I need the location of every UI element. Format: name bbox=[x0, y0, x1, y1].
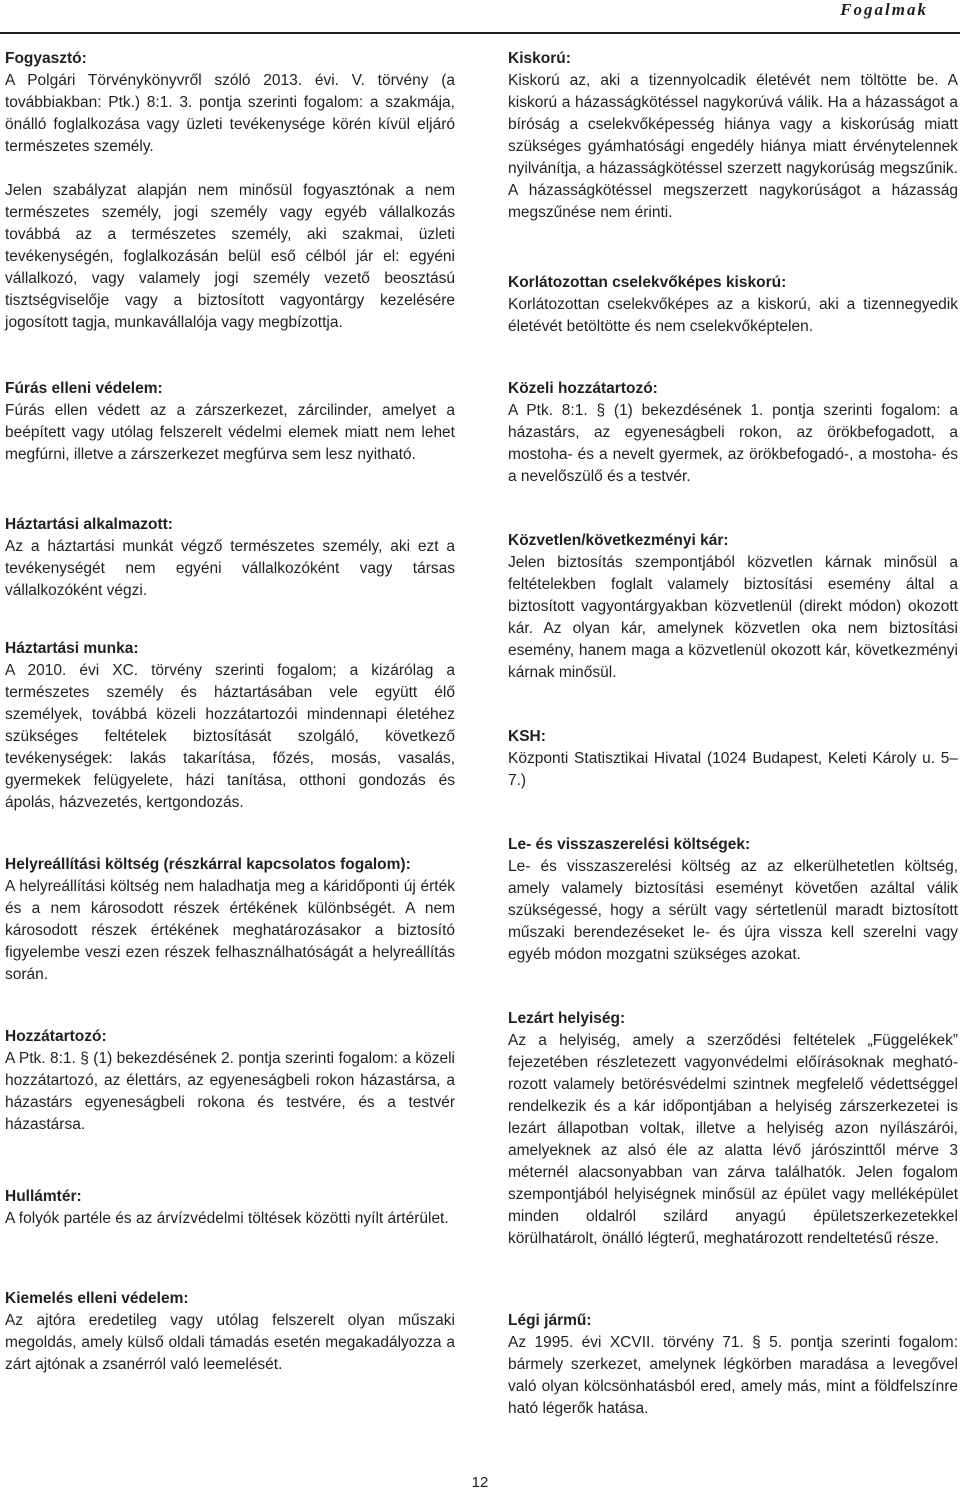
header-rule bbox=[0, 32, 960, 34]
definition-kiemeles-elleni-vedelem bbox=[5, 1288, 455, 1376]
term-title: Kiemelés elleni védelem: bbox=[5, 1290, 189, 1307]
definition-text: Az a helyiség, amely a szerződési feltételek „Függelékek” fejezetében részletezett vagyonvédelmi előírásoknak meghatórozott valamely betörésvédelmi szintnek megfelelő védettséggel rendelkezik és a kár időpontjában a helyiség zárszerkezetei is lezárt állapotban voltak, illetve a helyiség azon nyílászárói, amelyeknek az alsó éle az alatta lévő járószinttől mérve 3 méternél alacsonyabban van zárva találhatók. Jelen fogalom szempontjából helyiségnek minősül az épület vagy melléképület minden oldalról szilárd anyagú épületszerkezetekkel körülhatárolt, önálló légterű, meghatározott rendeltetésű része. bbox=[508, 1032, 958, 1247]
term-title: Hullámtér: bbox=[5, 1188, 82, 1205]
definition-legi-jarmu bbox=[508, 1310, 958, 1420]
term-title: Légi jármű: bbox=[508, 1312, 592, 1329]
term-title: Lezárt helyiség: bbox=[508, 1010, 626, 1027]
definition-text: Az a háztartási munkát végző természetes személy, aki ezt a tevékenységét nem egyéni vállalkozóként vagy társas vállalkozóként végzi. bbox=[5, 538, 455, 599]
definition-ksh bbox=[508, 726, 958, 792]
definition-text: A 2010. évi XC. törvény szerinti fogalom; a kizárólag a természetes személy és háztartásában vele együtt élő személyek, továbbá közeli hozzátartozói mindennapi életéhez szükséges feltételek biztosítását szolgáló, következő tevékenységek: lakás takarítása, főzés, mosás, vasalás, gyermekek felügyelete, házi tanítása, otthoni gondozás és ápolás, házvezetés, kertgondozás. bbox=[5, 662, 455, 811]
definition-kozvetlen-kovetkezmenyi-kar bbox=[508, 530, 958, 684]
definition-text: Korlátozottan cselekvőképes az a kiskorú, aki a tizennegyedik életévét betöltötte és nem cselekvőképtelen. bbox=[508, 296, 958, 335]
definition-hozzatartozo bbox=[5, 1026, 455, 1136]
definition-text: A Ptk. 8:1. § (1) bekezdésének 2. pontja szerinti fogalom: a közeli hozzátartozó, az élettárs, az egyeneságbeli rokon házastársa, a házastárs egyeneságbeli rokona és testvére, és a testvér házastársa. bbox=[5, 1050, 455, 1133]
definition-kiskoru bbox=[508, 48, 958, 224]
term-title: Közeli hozzátartozó: bbox=[508, 380, 658, 397]
term-title: Kiskorú: bbox=[508, 50, 571, 67]
definition-text: Az ajtóra eredetileg vagy utólag felszerelt olyan műszaki megoldás, amely külső oldali támadás esetén megakadályozza a zárt ajtónak a zsanérról való leemelését. bbox=[5, 1312, 455, 1373]
definition-korlatozottan-cselekvokepes-kiskoru bbox=[508, 272, 958, 338]
definition-kozeli-hozzatartozo bbox=[508, 378, 958, 488]
definition-text: A Polgári Törvénykönyvről szóló 2013. évi. V. törvény (a továbbiakban: Ptk.) 8:1. 3. pontja szerinti fogalom: a szakmája, önálló foglalkozása vagy üzleti tevékenysége körén kívül eljáró természetes személy. bbox=[5, 72, 455, 155]
page-number: 12 bbox=[471, 1474, 489, 1491]
term-title: Fúrás elleni védelem: bbox=[5, 380, 163, 397]
term-title: Közvetlen/következményi kár: bbox=[508, 532, 729, 549]
definition-text: Jelen szabályzat alapján nem minősül fogyasztónak a nem természetes személy, jogi személy vagy egyéb vállalkozás továbbá az a természetes személy, aki szakmai, üzleti tevékenységén, foglalkozásán belül eső célból jár el: egyéni vállalkozó, vagy valamely jogi személy vezető beosztású tisztségviselője vagy a biztosított vagyontárgy kezelésére jogosított tagja, munkavállalója vagy megbízottja. bbox=[5, 182, 455, 331]
definition-haztartasi-munka bbox=[5, 638, 455, 814]
term-title: Le- és visszaszerelési költségek: bbox=[508, 836, 751, 853]
definition-text: Le- és visszaszerelési költség az az elkerülhetetlen költség, amely valamely biztosítási eseményt követően azáltal válik szükségessé, hogy a sérült vagy sértetlenül maradt biztosított műszaki berendezéseket le- és újra vissza kell szerelni vagy egyéb módon mozgatni szükséges azokat. bbox=[508, 858, 958, 963]
term-title: Háztartási munka: bbox=[5, 640, 139, 657]
term-title: Helyreállítási költség (részkárral kapcsolatos fogalom): bbox=[5, 856, 411, 873]
definition-le-es-visszaszerelesi-koltsegek bbox=[508, 834, 958, 966]
definition-text: Jelen biztosítás szempontjából közvetlen kárnak minősül a feltételekben foglalt valamely biztosítási esemény által a biztosított vagyontárgyakban közvetlenül (direkt módon) okozott kár. Az olyan kár, amelynek közvetlen oka nem biztosítási esemény, hanem maga a közvetlenül okozott kár, következményi kárnak minősül. bbox=[508, 554, 958, 681]
definition-text: A Ptk. 8:1. § (1) bekezdésének 1. pontja szerinti fogalom: a házastárs, az egyeneságbeli rokon, az örökbefogadott, a mostoha- és a nevelt gyermek, az örökbefogadó-, a mostoha- és a nevelőszülő és a testvér. bbox=[508, 402, 958, 485]
definition-haztartasi-alkalmazott bbox=[5, 514, 455, 602]
definition-text: Az 1995. évi XCVII. törvény 71. § 5. pontja szerinti fogalom: bármely szerkezet, amelynek légkörben maradása a levegővel való olyan kölcsönhatásból ered, amely más, mint a földfelszínre ható légerők hatása. bbox=[508, 1334, 958, 1417]
term-title: Háztartási alkalmazott: bbox=[5, 516, 173, 533]
definition-text: Kiskorú az, aki a tizennyolcadik életévét nem töltötte be. A kiskorú a házasságkötéssel nagykorúvá válik. Ha a házasságot a bíróság a cselekvőképesség hiánya vagy a kiskorúság miatt szükséges gyámhatósági engedély hiánya miatt érvénytelennek nyilvánítja, a házasságkötéssel szerzett nagykorúság megszűnik. A házasságkötéssel megszerzett nagykorúságot a házasság megszűnése nem érinti. bbox=[508, 72, 958, 221]
definition-helyreallitasi-koltseg bbox=[5, 854, 455, 986]
definition-text: Fúrás ellen védett az a zárszerkezet, zárcilinder, amelyet a beépített vagy utólag felszerelt védelmi elemek miatt nem lehet megfúrni, illetve a zárszerkezet megfúrva sem lesz nyitható. bbox=[5, 402, 455, 463]
definition-text: A folyók partéle és az árvízvédelmi töltések közötti nyílt ártérület. bbox=[5, 1210, 449, 1227]
definition-hullamter bbox=[5, 1186, 455, 1230]
definition-furas-elleni-vedelem bbox=[5, 378, 455, 466]
definition-lezart-helyiseg bbox=[508, 1008, 958, 1250]
definition-text: A helyreállítási költség nem haladhatja meg a káridőponti új érték és a nem károsodott részek értékének különbségét. A nem károsodott részek értékének meghatározásakor a biztosító figyelembe veszi ezen részek felhasználhatóságát a helyreállítás során. bbox=[5, 878, 455, 983]
definition-text: Központi Statisztikai Hivatal (1024 Budapest, Keleti Károly u. 5–7.) bbox=[508, 750, 958, 789]
term-title: Korlátozottan cselekvőképes kiskorú: bbox=[508, 274, 787, 291]
running-header-title: Fogalmak bbox=[840, 0, 928, 19]
term-title: KSH: bbox=[508, 728, 546, 745]
definition-fogyaszto bbox=[5, 48, 455, 334]
term-title: Hozzátartozó: bbox=[5, 1028, 107, 1045]
term-title: Fogyasztó: bbox=[5, 50, 87, 67]
